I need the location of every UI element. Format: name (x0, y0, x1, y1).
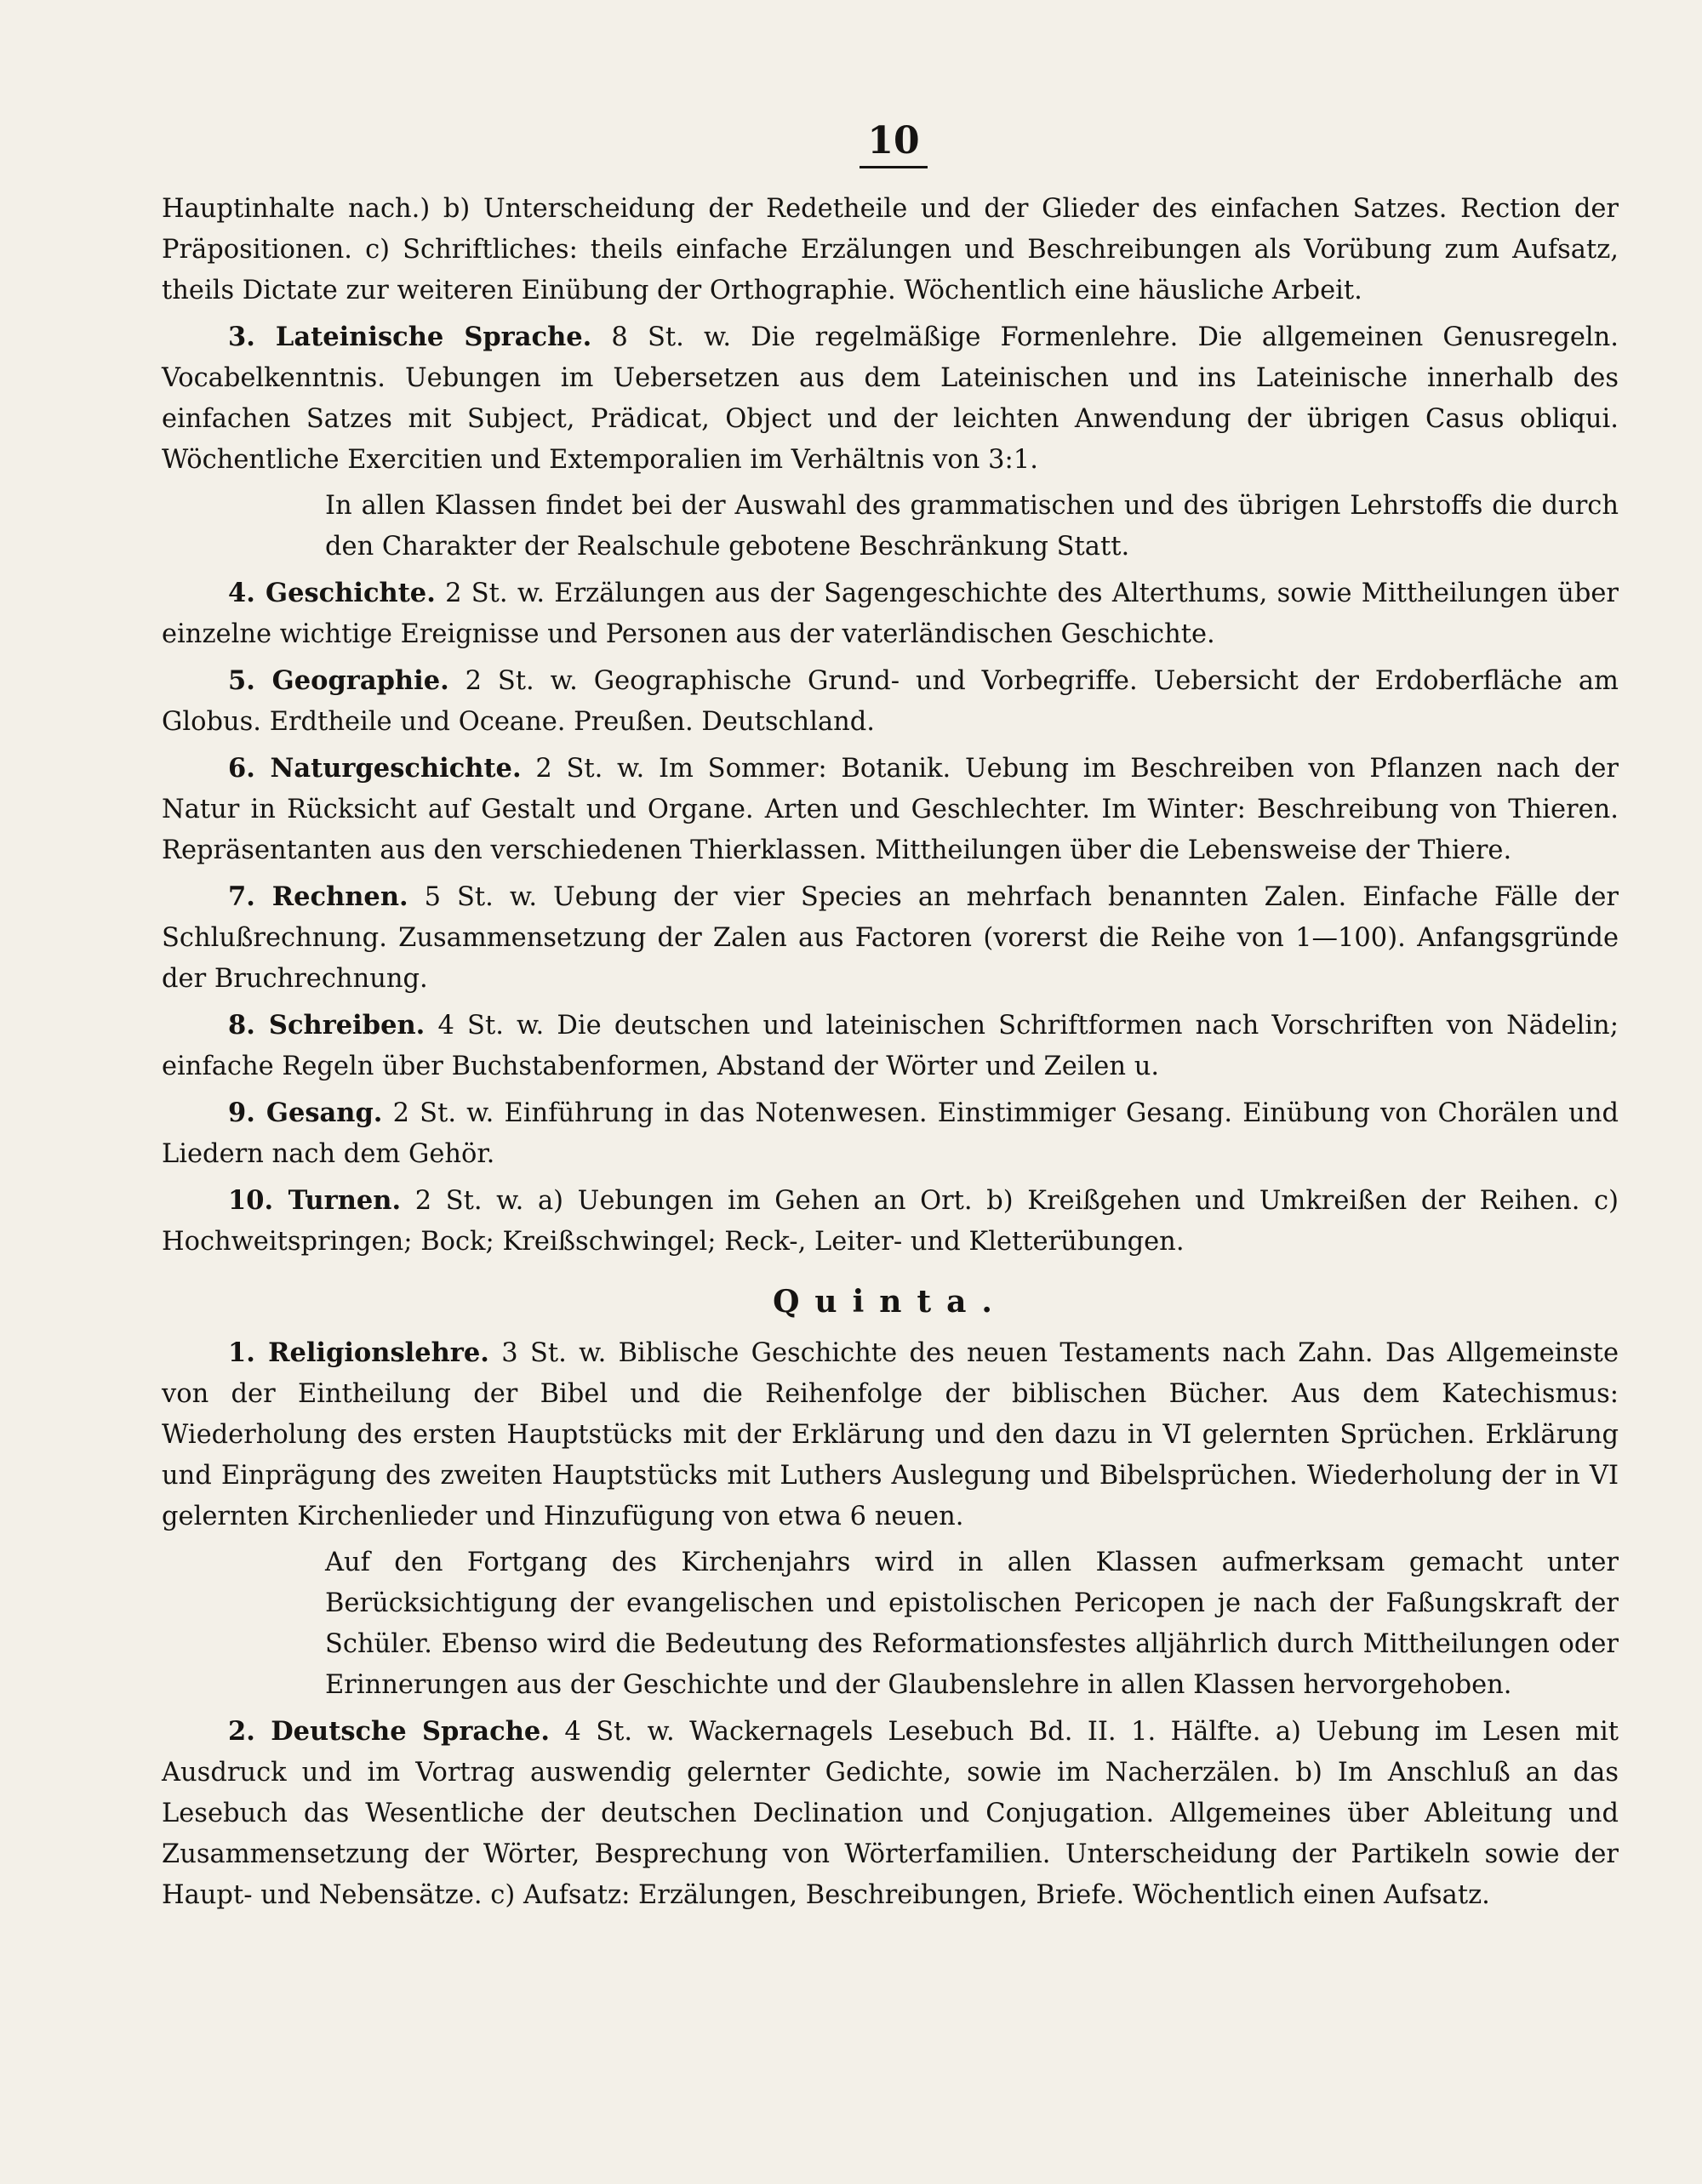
paragraph-writing: 8. Schreiben. 4 St. w. Die deutschen und lateinischen Schriftformen nach Vorschriften von Nädelin; einfache Regeln über Buchstabenformen, Abstand der Wörter und Zeilen u. (162, 1010, 1619, 1081)
paragraph-religion: 1. Religionslehre. 3 St. w. Biblische Geschichte des neuen Testaments nach Zahn. Das Allgemeinste von der Eintheilung der Bibel und die Reihenfolge der biblischen Bücher. Aus dem Katechismus: Wiederholung des ersten Hauptstücks mit der Erklärung und den dazu in VI gelernten Sprüchen. Erklärung und Einprägung des zweiten Hauptstücks mit Luthers Auslegung und Bibelsprüchen. Wiederholung der in VI gelernten Kirchenlieder und Hinzufügung von etwa 6 neuen. (162, 1337, 1619, 1531)
heading-writing: 8. Schreiben. (228, 1010, 426, 1041)
page-number: 10 (860, 119, 928, 168)
heading-natural-history: 6. Naturgeschichte. (228, 753, 522, 784)
heading-latin: 3. Lateinische Sprache. (228, 322, 592, 352)
paragraph-singing: 9. Gesang. 2 St. w. Einführung in das Notenwesen. Einstimmiger Gesang. Einübung von Chorälen und Liedern nach dem Gehör. (162, 1098, 1619, 1169)
paragraph-natural-history: 6. Naturgeschichte. 2 St. w. Im Sommer: Botanik. Uebung im Beschreiben von Pflanzen nach der Natur in Rücksicht auf Gestalt und Organe. Arten und Geschlechter. Im Winter: Beschreibung von Thieren. Repräsentanten aus den verschiedenen Thierklassen. Mittheilungen über die Lebensweise der Thiere. (162, 753, 1619, 865)
heading-geography: 5. Geographie. (228, 665, 449, 696)
body-text (162, 189, 1619, 1921)
section-title: Quinta. (773, 1284, 1008, 1320)
paragraph-german: 2. Deutsche Sprache. 4 St. w. Wackernagels Lesebuch Bd. II. 1. Hälfte. a) Uebung im Lesen mit Ausdruck und im Vortrag auswendig gelernter Gedichte, sowie im Nacherzälen. b) Im Anschluß an das Lesebuch das Wesentliche der deutschen Declination und Conjugation. Allgemeines über Ableitung und Zusammensetzung der Wörter, Besprechung von Wörterfamilien. Unterscheidung der Partikeln sowie der Haupt- und Nebensätze. c) Aufsatz: Erzälungen, Beschreibungen, Briefe. Wöchentlich einen Aufsatz. (162, 1716, 1619, 1910)
paragraph-arithmetic: 7. Rechnen. 5 St. w. Uebung der vier Species an mehrfach benannten Zalen. Einfache Fälle der Schlußrechnung. Zusammensetzung der Zalen aus Factoren (vorerst die Reihe von 1—100). Anfangsgründe der Bruchrechnung. (162, 881, 1619, 994)
paragraph-continuation: Hauptinhalte nach.) b) Unterscheidung der Redetheile und der Glieder des einfachen Satzes. Rection der Präpositionen. c) Schriftliches: theils einfache Erzälungen und Beschreibungen als Vorübung zum Aufsatz, theils Dictate zur weiteren Einübung der Orthographie. Wöchentlich eine häusliche Arbeit. (162, 194, 1619, 305)
heading-singing: 9. Gesang. (228, 1098, 383, 1128)
heading-history: 4. Geschichte. (228, 578, 436, 608)
paragraph-latin: 3. Lateinische Sprache. 8 St. w. Die regelmäßige Formenlehre. Die allgemeinen Genusregeln. Vocabelkenntnis. Uebungen im Uebersetzen aus dem Lateinischen und ins Lateinische innerhalb des einfachen Satzes mit Subject, Prädicat, Object und der leichten Anwendung der übrigen Casus obliqui. Wöchentliche Exercitien und Extemporalien im Verhältnis von 3:1. (162, 322, 1619, 475)
paragraph-geography: 5. Geographie. 2 St. w. Geographische Grund- und Vorbegriffe. Uebersicht der Erdoberfläche am Globus. Erdtheile und Oceane. Preußen. Deutschland. (162, 665, 1619, 737)
paragraph-history: 4. Geschichte. 2 St. w. Erzälungen aus der Sagengeschichte des Alterthums, sowie Mittheilungen über einzelne wichtige Ereignisse und Personen aus der vaterländischen Geschichte. (162, 578, 1619, 649)
note-grammar: In allen Klassen findet bei der Auswahl des grammatischen und des übrigen Lehrstoffs die durch den Charakter der Realschule gebotene Beschränkung Statt. (325, 491, 1619, 562)
heading-arithmetic: 7. Rechnen. (228, 881, 408, 912)
heading-german: 2. Deutsche Sprache. (228, 1716, 550, 1747)
paragraph-gymnastics: 10. Turnen. 2 St. w. a) Uebungen im Gehen an Ort. b) Kreißgehen und Umkreißen der Reihen. c) Hochweitspringen; Bock; Kreißschwingel; Reck-, Leiter- und Kletterübungen. (162, 1185, 1619, 1257)
heading-religion: 1. Religionslehre. (228, 1337, 489, 1368)
heading-gymnastics: 10. Turnen. (228, 1185, 402, 1216)
note-church-year: Auf den Fortgang des Kirchenjahrs wird in allen Klassen aufmerksam gemacht unter Berücksichtigung der evangelischen und epistolischen Pericopen je nach der Faßungskraft der Schüler. Ebenso wird die Bedeutung des Reformationsfestes alljährlich durch Mittheilungen oder Erinnerungen aus der Geschichte und der Glaubenslehre in allen Klassen hervorgehoben. (325, 1548, 1619, 1700)
